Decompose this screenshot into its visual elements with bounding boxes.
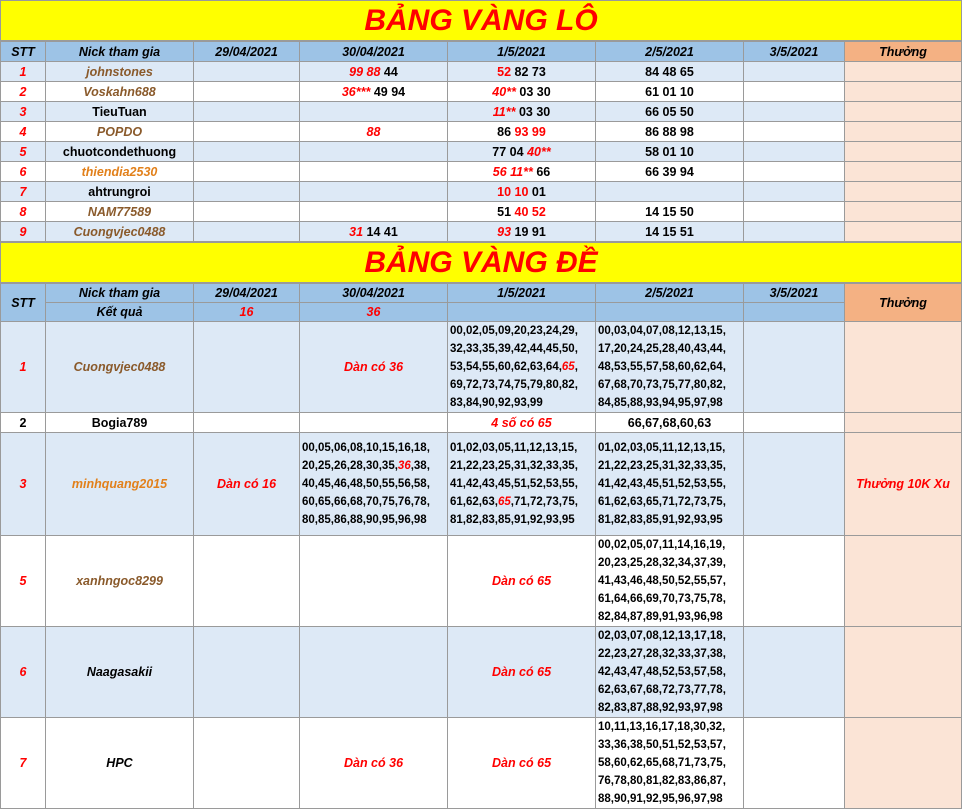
row-stt: 2 — [1, 413, 46, 433]
cell-0105: 52 82 73 — [448, 62, 596, 82]
cell-0205: 66,67,68,60,63 — [596, 413, 744, 433]
table-row — [1, 62, 962, 82]
cell-0205: 86 88 98 — [596, 122, 744, 142]
table-row — [1, 222, 962, 242]
row-stt: 7 — [1, 182, 46, 202]
row-nick: Naagasakii — [46, 627, 194, 718]
cell-0105: 86 93 99 — [448, 122, 596, 142]
row-stt: 5 — [1, 536, 46, 627]
row-stt: 3 — [1, 433, 46, 536]
row-nick: Cuongvjec0488 — [46, 222, 194, 242]
table-row — [1, 433, 962, 536]
ket-qua-0205 — [596, 303, 744, 322]
cell-2904 — [194, 162, 300, 182]
table-row — [1, 536, 962, 627]
row-stt: 3 — [1, 102, 46, 122]
row-nick: ahtrungroi — [46, 182, 194, 202]
cell-0205: 00,02,05,07,11,14,16,19, 20,23,25,28,32,34,37,39, 41,43,46,48,50,52,55,57, 61,64,66,69,70,73,75,78, 82,84,87,89,91,93,96,98 — [596, 536, 744, 627]
cell-0305 — [744, 322, 845, 413]
table-row — [1, 82, 962, 102]
cell-3004: 36*** 49 94 — [300, 82, 448, 102]
cell-2904 — [194, 413, 300, 433]
cell-0305 — [744, 162, 845, 182]
cell-0305 — [744, 536, 845, 627]
cell-0105: 01,02,03,05,11,12,13,15, 21,22,23,25,31,32,33,35, 41,42,43,45,51,52,53,55, 61,62,63,65,71,72,73,75, 81,82,83,85,91,92,93,95 — [448, 433, 596, 536]
cell-0105: 00,02,05,09,20,23,24,29, 32,33,35,39,42,44,45,50, 53,54,55,60,62,63,64,65, 69,72,73,74,75,79,80,82, 83,84,90,92,93,99 — [448, 322, 596, 413]
cell-0305 — [744, 627, 845, 718]
cell-2904 — [194, 718, 300, 809]
cell-0305 — [744, 102, 845, 122]
cell-2904 — [194, 142, 300, 162]
cell-0205: 10,11,13,16,17,18,30,32, 33,36,38,50,51,52,53,57, 58,60,62,65,68,71,73,75, 76,78,80,81,82,83,86,87, 88,90,91,92,95,96,97,98 — [596, 718, 744, 809]
row-nick: POPDO — [46, 122, 194, 142]
table-row — [1, 102, 962, 122]
cell-2904 — [194, 627, 300, 718]
cell-thuong — [845, 413, 962, 433]
cell-0205: 01,02,03,05,11,12,13,15, 21,22,23,25,31,32,33,35, 41,42,43,45,51,52,53,55, 61,62,63,65,71,72,73,75, 81,82,83,85,91,92,93,95 — [596, 433, 744, 536]
row-nick: Voskahn688 — [46, 82, 194, 102]
ket-qua-label: Kết quả — [46, 303, 194, 322]
cell-thuong — [845, 142, 962, 162]
header-date-3004: 30/04/2021 — [300, 284, 448, 303]
header-thuong: Thưởng — [845, 42, 962, 62]
table-row — [1, 627, 962, 718]
cell-thuong — [845, 162, 962, 182]
table-row — [1, 413, 962, 433]
cell-0205: 66 39 94 — [596, 162, 744, 182]
cell-2904 — [194, 322, 300, 413]
cell-3004 — [300, 202, 448, 222]
cell-0305 — [744, 433, 845, 536]
cell-0205: 02,03,07,08,12,13,17,18, 22,23,27,28,32,33,37,38, 42,43,47,48,52,53,57,58, 62,63,67,68,72,73,77,78, 82,83,87,88,92,93,97,98 — [596, 627, 744, 718]
row-nick: thiendia2530 — [46, 162, 194, 182]
cell-3004 — [300, 413, 448, 433]
cell-0205: 58 01 10 — [596, 142, 744, 162]
header-date-0105: 1/5/2021 — [448, 42, 596, 62]
row-stt: 7 — [1, 718, 46, 809]
cell-thuong — [845, 718, 962, 809]
table-row — [1, 162, 962, 182]
ket-qua-2904: 16 — [194, 303, 300, 322]
row-stt: 2 — [1, 82, 46, 102]
cell-0305 — [744, 202, 845, 222]
row-stt: 8 — [1, 202, 46, 222]
cell-thuong: Thưởng 10K Xu — [845, 433, 962, 536]
header-nick: Nick tham gia — [46, 284, 194, 303]
header-date-3004: 30/04/2021 — [300, 42, 448, 62]
cell-0205: 14 15 50 — [596, 202, 744, 222]
header-nick: Nick tham gia — [46, 42, 194, 62]
row-stt: 6 — [1, 627, 46, 718]
cell-0305 — [744, 122, 845, 142]
cell-0205: 14 15 51 — [596, 222, 744, 242]
header-stt: STT — [1, 284, 46, 322]
cell-0105: Dàn có 65 — [448, 536, 596, 627]
cell-0205 — [596, 182, 744, 202]
row-stt: 4 — [1, 122, 46, 142]
table-row — [1, 718, 962, 809]
ket-qua-0105 — [448, 303, 596, 322]
cell-0205: 66 05 50 — [596, 102, 744, 122]
row-stt: 6 — [1, 162, 46, 182]
cell-3004 — [300, 142, 448, 162]
cell-thuong — [845, 102, 962, 122]
header-date-0305: 3/5/2021 — [744, 42, 845, 62]
cell-0305 — [744, 222, 845, 242]
header-date-0305: 3/5/2021 — [744, 284, 845, 303]
row-nick: HPC — [46, 718, 194, 809]
cell-0305 — [744, 413, 845, 433]
cell-0305 — [744, 142, 845, 162]
table-row — [1, 182, 962, 202]
cell-3004 — [300, 627, 448, 718]
cell-0105: 56 11** 66 — [448, 162, 596, 182]
cell-0105: 10 10 01 — [448, 182, 596, 202]
header-date-0205: 2/5/2021 — [596, 42, 744, 62]
table-row — [1, 202, 962, 222]
cell-3004 — [300, 162, 448, 182]
cell-0205: 00,03,04,07,08,12,13,15, 17,20,24,25,28,40,43,44, 48,53,55,57,58,60,62,64, 67,68,70,73,75,77,80,82, 84,85,88,93,94,95,97,98 — [596, 322, 744, 413]
cell-0105: 77 04 40** — [448, 142, 596, 162]
cell-thuong — [845, 322, 962, 413]
row-nick: chuotcondethuong — [46, 142, 194, 162]
cell-3004 — [300, 536, 448, 627]
cell-0105: Dàn có 65 — [448, 718, 596, 809]
cell-thuong — [845, 122, 962, 142]
cell-0105: 40** 03 30 — [448, 82, 596, 102]
cell-3004: Dàn có 36 — [300, 322, 448, 413]
cell-thuong — [845, 202, 962, 222]
header-thuong: Thưởng — [845, 284, 962, 322]
cell-thuong — [845, 222, 962, 242]
de-header-row — [1, 284, 962, 303]
cell-2904 — [194, 182, 300, 202]
header-stt: STT — [1, 42, 46, 62]
cell-2904 — [194, 202, 300, 222]
table-row — [1, 122, 962, 142]
de-banner: BẢNG VÀNG ĐỀ — [0, 242, 962, 283]
cell-0305 — [744, 82, 845, 102]
cell-0105: 93 19 91 — [448, 222, 596, 242]
cell-2904: Dàn có 16 — [194, 433, 300, 536]
row-stt: 1 — [1, 322, 46, 413]
cell-0305 — [744, 62, 845, 82]
header-date-2904: 29/04/2021 — [194, 284, 300, 303]
table-row — [1, 142, 962, 162]
lo-header-row — [1, 42, 962, 62]
cell-0105: Dàn có 65 — [448, 627, 596, 718]
cell-2904 — [194, 222, 300, 242]
table-row — [1, 322, 962, 413]
cell-0105: 4 số có 65 — [448, 413, 596, 433]
cell-0205: 84 48 65 — [596, 62, 744, 82]
cell-2904 — [194, 122, 300, 142]
cell-3004 — [300, 102, 448, 122]
ket-qua-3004: 36 — [300, 303, 448, 322]
cell-2904 — [194, 536, 300, 627]
row-nick: minhquang2015 — [46, 433, 194, 536]
cell-thuong — [845, 82, 962, 102]
cell-2904 — [194, 82, 300, 102]
lo-banner: BẢNG VÀNG LÔ — [0, 0, 962, 41]
row-nick: johnstones — [46, 62, 194, 82]
de-table — [0, 283, 962, 809]
row-nick: Cuongvjec0488 — [46, 322, 194, 413]
row-stt: 5 — [1, 142, 46, 162]
header-date-2904: 29/04/2021 — [194, 42, 300, 62]
cell-thuong — [845, 627, 962, 718]
ket-qua-row — [1, 303, 962, 322]
cell-3004 — [300, 182, 448, 202]
row-nick: Bogia789 — [46, 413, 194, 433]
cell-3004: 88 — [300, 122, 448, 142]
cell-0105: 51 40 52 — [448, 202, 596, 222]
row-nick: xanhngoc8299 — [46, 536, 194, 627]
cell-0205: 61 01 10 — [596, 82, 744, 102]
header-date-0105: 1/5/2021 — [448, 284, 596, 303]
cell-thuong — [845, 62, 962, 82]
cell-3004: 31 14 41 — [300, 222, 448, 242]
cell-0305 — [744, 718, 845, 809]
row-stt: 9 — [1, 222, 46, 242]
cell-3004: 99 88 44 — [300, 62, 448, 82]
cell-2904 — [194, 102, 300, 122]
row-stt: 1 — [1, 62, 46, 82]
row-nick: TieuTuan — [46, 102, 194, 122]
cell-3004: 00,05,06,08,10,15,16,18, 20,25,26,28,30,35,36,38, 40,45,46,48,50,55,56,58, 60,65,66,68,70,75,76,78, 80,85,86,88,90,95,96,98 — [300, 433, 448, 536]
cell-thuong — [845, 182, 962, 202]
row-nick: NAM77589 — [46, 202, 194, 222]
cell-2904 — [194, 62, 300, 82]
cell-0305 — [744, 182, 845, 202]
cell-0105: 11** 03 30 — [448, 102, 596, 122]
cell-thuong — [845, 536, 962, 627]
cell-3004: Dàn có 36 — [300, 718, 448, 809]
ket-qua-0305 — [744, 303, 845, 322]
header-date-0205: 2/5/2021 — [596, 284, 744, 303]
lo-table — [0, 41, 962, 242]
